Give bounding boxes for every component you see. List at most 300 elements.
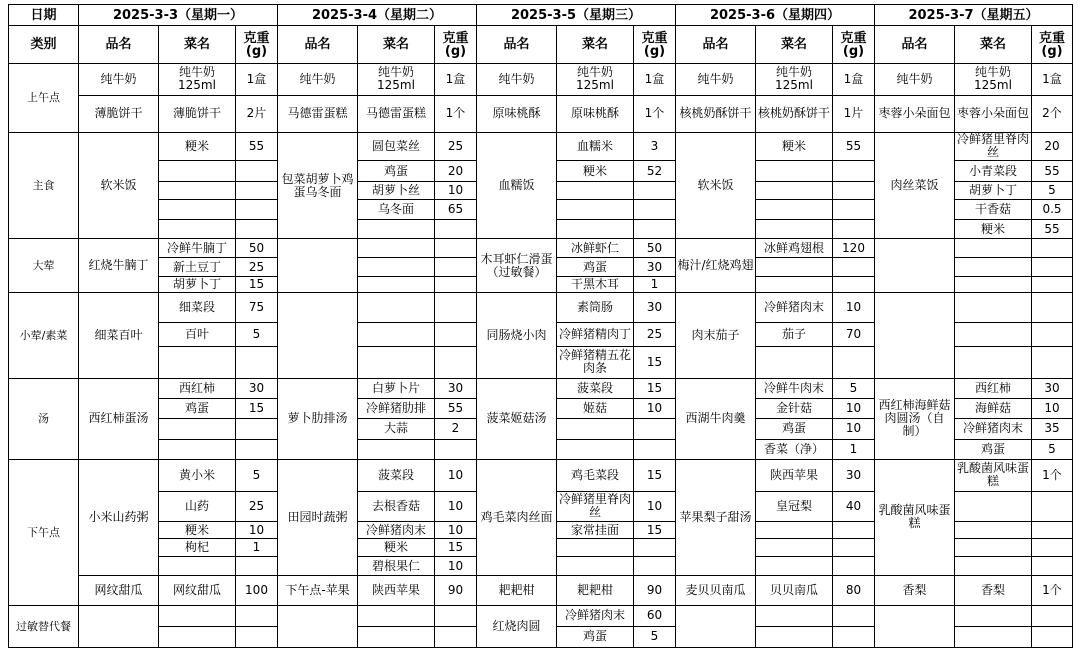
- ingredient-weight: 55: [236, 132, 278, 161]
- ingredient-weight: 30: [236, 378, 278, 398]
- ingredient-weight: [833, 539, 875, 557]
- ingredient-weight: [236, 418, 278, 439]
- ingredient-weight: 3: [634, 132, 676, 161]
- ingredient-weight: 30: [634, 293, 676, 323]
- ingredient-name: 冷鲜猪里脊肉丝: [955, 132, 1032, 161]
- ingredient-weight: 55: [1032, 220, 1073, 239]
- ingredient-name: 皇冠梨: [756, 491, 833, 522]
- ingredient-name: 粳米: [756, 132, 833, 161]
- ingredient-weight: [236, 200, 278, 220]
- ingredient-weight: 15: [634, 347, 676, 379]
- ingredient-weight: [833, 626, 875, 647]
- ingredient-weight: 50: [236, 239, 278, 258]
- ingredient-name: 大蒜: [358, 418, 435, 439]
- ingredient-weight: 5: [236, 322, 278, 346]
- ingredient-name: [159, 418, 236, 439]
- ingredient-weight: 10: [435, 182, 477, 200]
- ingredient-name: 粳米: [358, 539, 435, 557]
- ingredient-weight: 50: [634, 239, 676, 258]
- ingredient-weight: [833, 200, 875, 220]
- ingredient-weight: [634, 200, 676, 220]
- ingredient-name: [955, 557, 1032, 576]
- ingredient-weight: 60: [634, 605, 676, 626]
- ingredient-name: 细菜段: [159, 293, 236, 323]
- column-header-weight: 克重(g): [833, 26, 875, 64]
- ingredient-weight: [833, 220, 875, 239]
- ingredient-weight: 15: [236, 398, 278, 418]
- ingredient-name: 核桃奶酥饼干: [756, 95, 833, 132]
- ingredient-name: 茄子: [756, 322, 833, 346]
- ingredient-name: 冷鲜猪肋排: [358, 398, 435, 418]
- ingredient-name: [557, 182, 634, 200]
- ingredient-weight: 1个: [1032, 459, 1073, 491]
- ingredient-weight: 90: [435, 576, 477, 606]
- ingredient-name: 西红柿: [955, 378, 1032, 398]
- ingredient-weight: [634, 220, 676, 239]
- date-label: 日期: [9, 5, 79, 26]
- ingredient-name: 海鲜菇: [955, 398, 1032, 418]
- ingredient-weight: [833, 347, 875, 379]
- ingredient-weight: 30: [1032, 378, 1073, 398]
- dish-name: 小米山药粥: [79, 459, 159, 575]
- ingredient-name: 干黑木耳: [557, 277, 634, 293]
- ingredient-name: [159, 220, 236, 239]
- ingredient-name: 黄小米: [159, 459, 236, 491]
- ingredient-weight: 10: [435, 491, 477, 522]
- ingredient-weight: 10: [435, 557, 477, 576]
- ingredient-weight: 1个: [634, 95, 676, 132]
- ingredient-weight: 40: [833, 491, 875, 522]
- dish-name: 菠菜姬菇汤: [477, 378, 557, 459]
- ingredient-weight: 25: [435, 132, 477, 161]
- column-header-weight: 克重(g): [634, 26, 676, 64]
- ingredient-name: 粳米: [159, 522, 236, 539]
- ingredient-weight: 100: [236, 576, 278, 606]
- ingredient-name: [557, 557, 634, 576]
- ingredient-name: [358, 439, 435, 459]
- ingredient-weight: 1: [833, 439, 875, 459]
- dish-name: 软米饭: [676, 132, 756, 239]
- ingredient-name: 素筒肠: [557, 293, 634, 323]
- column-header-weight: 克重(g): [236, 26, 278, 64]
- ingredient-weight: [236, 439, 278, 459]
- ingredient-name: 冰鲜虾仁: [557, 239, 634, 258]
- category-cell: 汤: [9, 378, 79, 459]
- ingredient-weight: [435, 322, 477, 346]
- ingredient-name: [358, 258, 435, 277]
- dish-name: 纯牛奶: [278, 64, 358, 96]
- ingredient-name: [955, 239, 1032, 258]
- ingredient-weight: 1个: [435, 95, 477, 132]
- dish-name: 西湖牛肉羹: [676, 378, 756, 459]
- ingredient-weight: 70: [833, 322, 875, 346]
- ingredient-weight: 10: [435, 522, 477, 539]
- ingredient-weight: 15: [634, 378, 676, 398]
- ingredient-name: [756, 220, 833, 239]
- column-header-ingredient: 菜名: [756, 26, 833, 64]
- ingredient-weight: 55: [435, 398, 477, 418]
- ingredient-name: 纯牛奶 125ml: [159, 64, 236, 96]
- dish-name: 细菜百叶: [79, 293, 159, 379]
- ingredient-name: [955, 626, 1032, 647]
- ingredient-weight: 5: [1032, 182, 1073, 200]
- ingredient-weight: [634, 557, 676, 576]
- ingredient-weight: 10: [634, 491, 676, 522]
- ingredient-name: 原味桃酥: [557, 95, 634, 132]
- ingredient-weight: [634, 439, 676, 459]
- ingredient-weight: [1032, 626, 1073, 647]
- ingredient-name: 冷鲜猪肉末: [358, 522, 435, 539]
- ingredient-weight: [236, 161, 278, 182]
- dish-name: [875, 239, 955, 293]
- column-header-product: 品名: [477, 26, 557, 64]
- ingredient-weight: [1032, 258, 1073, 277]
- ingredient-name: [955, 258, 1032, 277]
- ingredient-weight: 5: [1032, 439, 1073, 459]
- ingredient-name: 纯牛奶 125ml: [756, 64, 833, 96]
- dish-name: 麦贝贝南瓜: [676, 576, 756, 606]
- dish-name: [875, 605, 955, 647]
- ingredient-weight: [1032, 239, 1073, 258]
- category-cell: 过敏替代餐: [9, 605, 79, 647]
- dish-name: 肉丝菜饭: [875, 132, 955, 239]
- ingredient-weight: 10: [435, 459, 477, 491]
- ingredient-name: 鸡毛菜段: [557, 459, 634, 491]
- ingredient-name: 冷鲜猪肉末: [557, 605, 634, 626]
- column-header-product: 品名: [79, 26, 159, 64]
- ingredient-name: 胡萝卜丝: [358, 182, 435, 200]
- ingredient-weight: [833, 182, 875, 200]
- ingredient-weight: [435, 605, 477, 626]
- ingredient-name: 山药: [159, 491, 236, 522]
- ingredient-weight: [1032, 491, 1073, 522]
- dish-name: 薄脆饼干: [79, 95, 159, 132]
- ingredient-name: 乌冬面: [358, 200, 435, 220]
- day-header: 2025-3-3（星期一）: [79, 5, 278, 26]
- ingredient-name: 冷鲜猪肉末: [955, 418, 1032, 439]
- ingredient-name: [557, 418, 634, 439]
- ingredient-name: 薄脆饼干: [159, 95, 236, 132]
- ingredient-weight: 25: [236, 491, 278, 522]
- ingredient-name: 金针菇: [756, 398, 833, 418]
- ingredient-name: 冷鲜猪精肉丁: [557, 322, 634, 346]
- column-header-weight: 克重(g): [1032, 26, 1073, 64]
- ingredient-name: [955, 322, 1032, 346]
- dish-name: 肉末茄子: [676, 293, 756, 379]
- dish-name: 田园时蔬粥: [278, 459, 358, 575]
- day-header: 2025-3-4（星期二）: [278, 5, 477, 26]
- category-cell: 下午点: [9, 459, 79, 605]
- dish-name: [79, 605, 159, 647]
- ingredient-name: [756, 182, 833, 200]
- column-header-ingredient: 菜名: [557, 26, 634, 64]
- dish-name: 木耳虾仁滑蛋（过敏餐）: [477, 239, 557, 293]
- dish-name: 血糯饭: [477, 132, 557, 239]
- ingredient-name: [955, 605, 1032, 626]
- weekly-menu-table: [8, 4, 1073, 648]
- ingredient-weight: 1片: [833, 95, 875, 132]
- ingredient-weight: [236, 626, 278, 647]
- ingredient-weight: 1: [236, 539, 278, 557]
- ingredient-name: 冰鲜鸡翅根: [756, 239, 833, 258]
- ingredient-weight: 15: [634, 459, 676, 491]
- ingredient-name: 胡萝卜丁: [955, 182, 1032, 200]
- ingredient-weight: 10: [1032, 398, 1073, 418]
- ingredient-weight: [236, 182, 278, 200]
- dish-name: 香梨: [875, 576, 955, 606]
- ingredient-name: [159, 200, 236, 220]
- ingredient-name: 粳米: [955, 220, 1032, 239]
- ingredient-weight: [833, 258, 875, 277]
- dish-name: [676, 605, 756, 647]
- ingredient-weight: 5: [833, 378, 875, 398]
- ingredient-name: 鸡蛋: [756, 418, 833, 439]
- dish-name: 萝卜肋排汤: [278, 378, 358, 459]
- ingredient-weight: [833, 161, 875, 182]
- ingredient-weight: 1: [634, 277, 676, 293]
- ingredient-weight: 5: [634, 626, 676, 647]
- ingredient-weight: [435, 220, 477, 239]
- ingredient-name: [756, 200, 833, 220]
- ingredient-name: [358, 347, 435, 379]
- category-cell: 小荤/素菜: [9, 293, 79, 379]
- ingredient-name: 耙耙柑: [557, 576, 634, 606]
- ingredient-name: [358, 293, 435, 323]
- ingredient-name: [756, 522, 833, 539]
- dish-name: 苹果梨子甜汤: [676, 459, 756, 575]
- ingredient-name: 胡萝卜丁: [159, 277, 236, 293]
- ingredient-weight: [1032, 522, 1073, 539]
- ingredient-name: 粳米: [159, 132, 236, 161]
- ingredient-weight: 10: [236, 522, 278, 539]
- category-cell: 大荤: [9, 239, 79, 293]
- ingredient-weight: [236, 347, 278, 379]
- ingredient-weight: [634, 182, 676, 200]
- ingredient-name: 枸杞: [159, 539, 236, 557]
- ingredient-name: 网纹甜瓜: [159, 576, 236, 606]
- ingredient-name: [159, 605, 236, 626]
- ingredient-name: [756, 161, 833, 182]
- ingredient-weight: 55: [1032, 161, 1073, 182]
- ingredient-name: 香菜（净）: [756, 439, 833, 459]
- ingredient-name: 家常挂面: [557, 522, 634, 539]
- dish-name: 马德雷蛋糕: [278, 95, 358, 132]
- ingredient-weight: [833, 557, 875, 576]
- column-header-product: 品名: [278, 26, 358, 64]
- ingredient-name: [756, 557, 833, 576]
- ingredient-name: [159, 557, 236, 576]
- dish-name: 软米饭: [79, 132, 159, 239]
- ingredient-name: [358, 605, 435, 626]
- ingredient-weight: 15: [236, 277, 278, 293]
- ingredient-name: 冷鲜猪精五花肉条: [557, 347, 634, 379]
- ingredient-name: 百叶: [159, 322, 236, 346]
- ingredient-name: [557, 439, 634, 459]
- category-cell: 主食: [9, 132, 79, 239]
- ingredient-weight: 15: [634, 522, 676, 539]
- column-header-ingredient: 菜名: [159, 26, 236, 64]
- dish-name: 梅汁/红烧鸡翅: [676, 239, 756, 293]
- ingredient-weight: [1032, 539, 1073, 557]
- ingredient-weight: [435, 258, 477, 277]
- dish-name: 西红柿蛋汤: [79, 378, 159, 459]
- dish-name: [875, 293, 955, 379]
- ingredient-name: 马德雷蛋糕: [358, 95, 435, 132]
- ingredient-name: [756, 605, 833, 626]
- dish-name: 纯牛奶: [875, 64, 955, 96]
- ingredient-weight: 120: [833, 239, 875, 258]
- ingredient-name: 冷鲜猪里脊肉丝: [557, 491, 634, 522]
- ingredient-weight: [236, 557, 278, 576]
- ingredient-weight: [236, 605, 278, 626]
- ingredient-weight: 75: [236, 293, 278, 323]
- dish-name: 核桃奶酥饼干: [676, 95, 756, 132]
- ingredient-weight: 5: [236, 459, 278, 491]
- ingredient-name: 血糯米: [557, 132, 634, 161]
- dish-name: 纯牛奶: [676, 64, 756, 96]
- dish-name: 原味桃酥: [477, 95, 557, 132]
- dish-name: 乳酸菌风味蛋糕: [875, 459, 955, 575]
- dish-name: 下午点-苹果: [278, 576, 358, 606]
- dish-name: 纯牛奶: [477, 64, 557, 96]
- ingredient-weight: [634, 539, 676, 557]
- ingredient-name: 陕西苹果: [358, 576, 435, 606]
- ingredient-name: [756, 347, 833, 379]
- dish-name: 枣蓉小朵面包: [875, 95, 955, 132]
- ingredient-name: [756, 277, 833, 293]
- ingredient-name: [358, 239, 435, 258]
- ingredient-weight: [435, 626, 477, 647]
- dish-name: [278, 239, 358, 293]
- ingredient-name: [955, 347, 1032, 379]
- ingredient-weight: [1032, 347, 1073, 379]
- ingredient-weight: 1盒: [236, 64, 278, 96]
- ingredient-weight: 20: [1032, 132, 1073, 161]
- dish-name: 红烧牛腩丁: [79, 239, 159, 293]
- ingredient-weight: 2: [435, 418, 477, 439]
- ingredient-weight: 52: [634, 161, 676, 182]
- ingredient-weight: [1032, 277, 1073, 293]
- day-header: 2025-3-7（星期五）: [875, 5, 1073, 26]
- ingredient-name: [557, 539, 634, 557]
- ingredient-weight: 20: [435, 161, 477, 182]
- ingredient-name: 香梨: [955, 576, 1032, 606]
- ingredient-name: [159, 161, 236, 182]
- ingredient-weight: 10: [833, 418, 875, 439]
- ingredient-weight: 10: [833, 398, 875, 418]
- ingredient-weight: 1盒: [1032, 64, 1073, 96]
- ingredient-weight: [1032, 605, 1073, 626]
- ingredient-name: 小青菜段: [955, 161, 1032, 182]
- ingredient-weight: 10: [833, 293, 875, 323]
- ingredient-weight: 30: [833, 459, 875, 491]
- ingredient-name: 鸡蛋: [955, 439, 1032, 459]
- dish-name: [278, 605, 358, 647]
- ingredient-name: [358, 626, 435, 647]
- ingredient-weight: [1032, 293, 1073, 323]
- ingredient-name: [159, 439, 236, 459]
- column-header-weight: 克重(g): [435, 26, 477, 64]
- ingredient-name: [557, 220, 634, 239]
- ingredient-name: 白萝卜片: [358, 378, 435, 398]
- day-header: 2025-3-5（星期三）: [477, 5, 676, 26]
- column-header-product: 品名: [676, 26, 756, 64]
- column-header-ingredient: 菜名: [358, 26, 435, 64]
- ingredient-weight: 25: [236, 258, 278, 277]
- ingredient-name: 纯牛奶 125ml: [557, 64, 634, 96]
- ingredient-name: 冷鲜猪肉末: [756, 293, 833, 323]
- ingredient-name: 鸡蛋: [358, 161, 435, 182]
- dish-name: 鸡毛菜肉丝面: [477, 459, 557, 575]
- dish-name: [278, 293, 358, 379]
- ingredient-weight: [1032, 557, 1073, 576]
- ingredient-weight: [1032, 322, 1073, 346]
- ingredient-name: [955, 491, 1032, 522]
- ingredient-weight: 25: [634, 322, 676, 346]
- ingredient-weight: [634, 418, 676, 439]
- category-label: 类别: [9, 26, 79, 64]
- ingredient-name: 粳米: [557, 161, 634, 182]
- ingredient-name: 冷鲜牛肉末: [756, 378, 833, 398]
- ingredient-weight: 80: [833, 576, 875, 606]
- ingredient-name: 菠菜段: [557, 378, 634, 398]
- ingredient-weight: [833, 522, 875, 539]
- ingredient-name: [955, 539, 1032, 557]
- ingredient-name: 贝贝南瓜: [756, 576, 833, 606]
- column-header-product: 品名: [875, 26, 955, 64]
- ingredient-name: 纯牛奶 125ml: [955, 64, 1032, 96]
- category-cell: 上午点: [9, 64, 79, 133]
- ingredient-name: [557, 200, 634, 220]
- ingredient-name: [955, 277, 1032, 293]
- ingredient-name: 枣蓉小朵面包: [955, 95, 1032, 132]
- dish-name: 纯牛奶: [79, 64, 159, 96]
- ingredient-name: [358, 322, 435, 346]
- ingredient-weight: [435, 239, 477, 258]
- ingredient-name: [358, 277, 435, 293]
- ingredient-name: 姬菇: [557, 398, 634, 418]
- ingredient-name: 菠菜段: [358, 459, 435, 491]
- ingredient-name: [159, 626, 236, 647]
- dish-name: 网纹甜瓜: [79, 576, 159, 606]
- ingredient-weight: 90: [634, 576, 676, 606]
- ingredient-weight: [435, 439, 477, 459]
- ingredient-weight: [236, 220, 278, 239]
- ingredient-name: [756, 258, 833, 277]
- ingredient-name: [358, 220, 435, 239]
- ingredient-name: 冷鲜牛腩丁: [159, 239, 236, 258]
- ingredient-weight: [833, 277, 875, 293]
- ingredient-name: [756, 539, 833, 557]
- ingredient-name: 鸡蛋: [557, 258, 634, 277]
- ingredient-name: [955, 522, 1032, 539]
- ingredient-weight: 55: [833, 132, 875, 161]
- ingredient-weight: 1盒: [435, 64, 477, 96]
- ingredient-weight: 0.5: [1032, 200, 1073, 220]
- ingredient-weight: 10: [634, 398, 676, 418]
- dish-name: 同肠烧小肉: [477, 293, 557, 379]
- ingredient-name: 鸡蛋: [557, 626, 634, 647]
- ingredient-name: 乳酸菌风味蛋糕: [955, 459, 1032, 491]
- ingredient-weight: 1盒: [634, 64, 676, 96]
- ingredient-name: [955, 293, 1032, 323]
- ingredient-weight: 2个: [1032, 95, 1073, 132]
- dish-name: 耙耙柑: [477, 576, 557, 606]
- ingredient-weight: [435, 293, 477, 323]
- ingredient-weight: 1盒: [833, 64, 875, 96]
- ingredient-name: [159, 347, 236, 379]
- ingredient-weight: [435, 347, 477, 379]
